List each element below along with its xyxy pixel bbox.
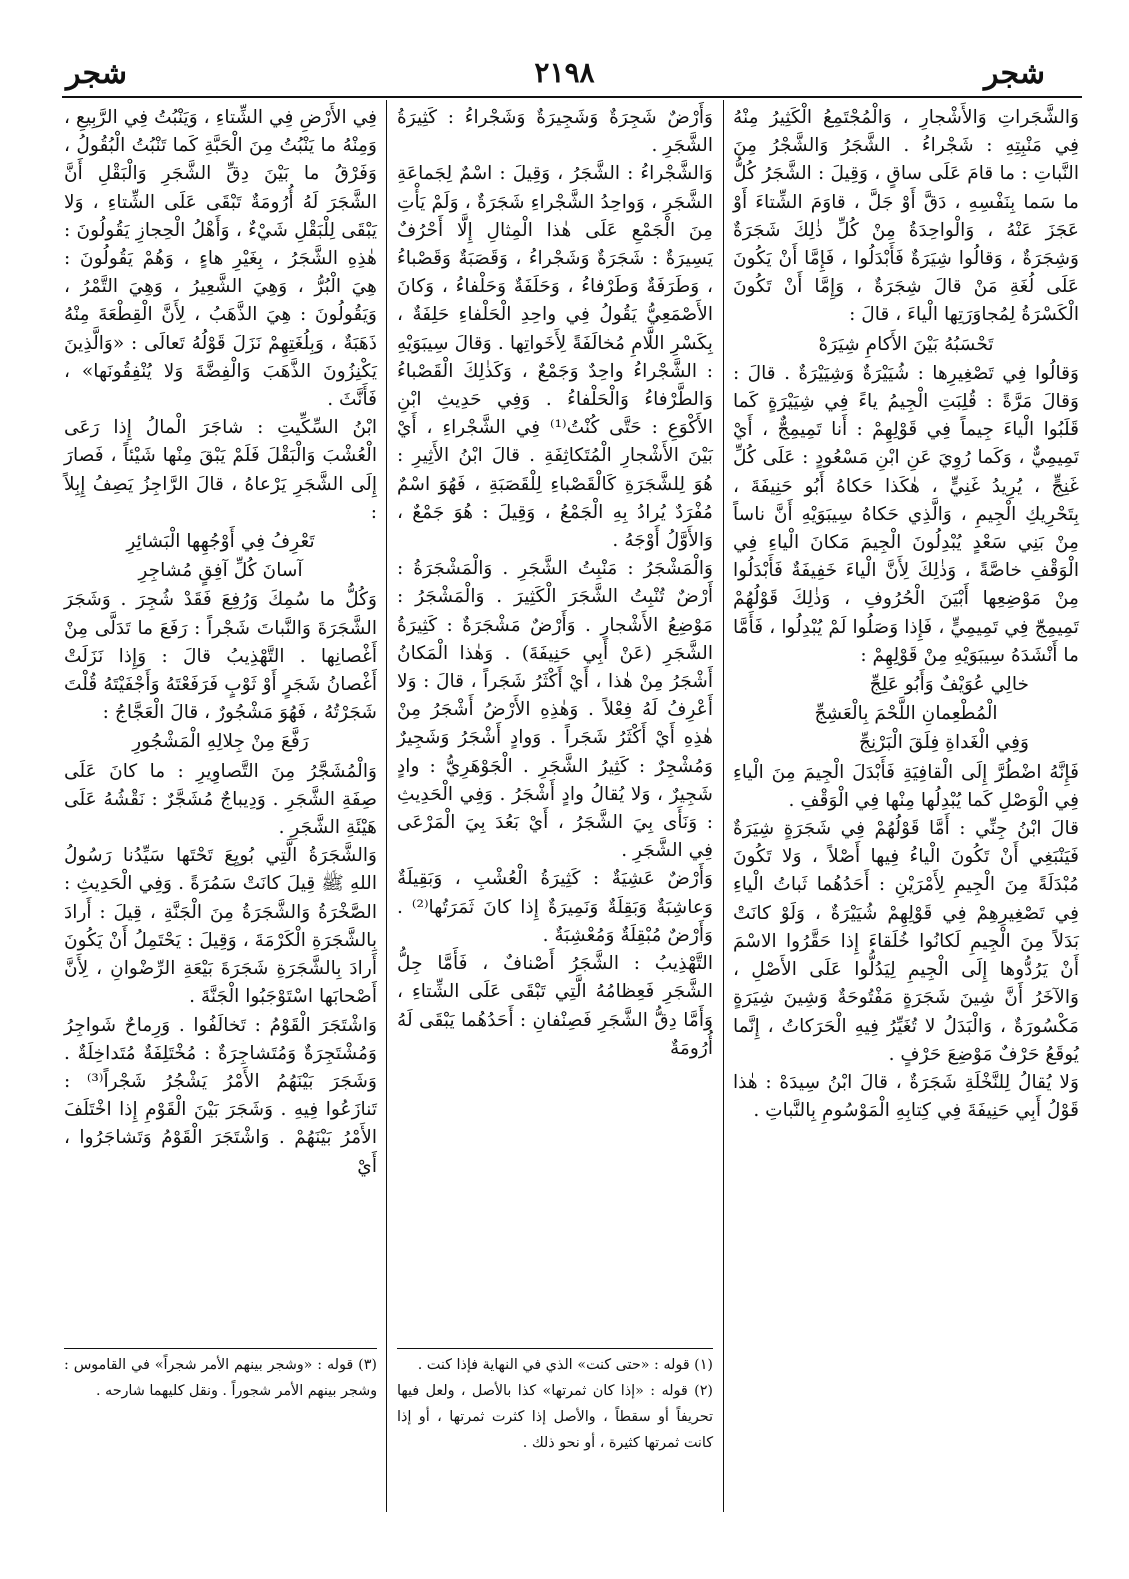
paragraph: وَكُلُّ ما سُمِكَ وَرُفِعَ فَقَدْ شُجِرَ . وَشَجَرَ الشَّجَرَةَ وَالنَّباتَ شَجْراً : رَفَعَ ما تَدَلَّى مِنْ أَغْصانِها . التَّهْذِيبُ قالَ : وَإِذا نَزَلَتْ أَغْصانُ شَجَرٍ أَوْ ثَوْبٍ فَرَفَعْتَهُ وَأَجْفَيْتَهُ قُلْتَ شَجَرْتُهُ ، فَهُوَ مَشْجُورٌ ، قالَ الْعَجَّاجُ : [64,589,377,724]
paragraph: وَاشْتَجَرَ الْقَوْمُ : تَخالَفُوا . وَرِماحٌ شَواجِرُ وَمُشْتَجِرَةٌ وَمُتَشاجِرَةٌ : مُخْتَلِفَةٌ مُتَداخِلَةٌ . وَشَجَرَ بَيْنَهُمُ الأَمْرُ يَشْجُرُ شَجْراً⁽³⁾ : تَنازَعُوا فِيهِ . وَشَجَرَ بَيْنَ الْقَوْمِ إِذا اخْتَلَفَ الأَمْرُ بَيْنَهُمْ . وَاشْتَجَرَ الْقَوْمُ وَتَشاجَرُوا ، أَيْ [64,1014,377,1177]
footnote: (٣) قوله : «وشجر بينهم الأمر شجراً» في القاموس : وشجر بينهم الأمر شجوراً . ونقل كليهما شارحه . [64,1357,377,1399]
footnote-separator-middle [397,1348,713,1349]
column-divider-right [723,100,724,1512]
paragraph: فِي الأَرْضِ فِي الشِّتاءِ ، وَيَنْبُتُ فِي الرَّبِيعِ ، وَمِنْهُ ما يَنْبُتُ مِنَ الْحَبَّةِ كَما تَنْبُتُ الْبُقُولُ ، وَفَرْقُ ما بَيْنَ دِقِّ الشَّجَرِ وَالْبَقْلِ أَنَّ الشَّجَرَ لَهُ أُرُومَةٌ تَبْقَى عَلَى الشِّتاءِ ، وَلا يَبْقَى لِلْبَقْلِ شَيْءٌ ، وَأَهْلُ الْحِجازِ يَقُولُونَ : هٰذِهِ الشَّجَرُ ، بِغَيْرِ هاءٍ ، وَهُمْ يَقُولُونَ : هِيَ الْبُرُّ ، وَهِيَ الشَّعِيرُ ، وَهِيَ التَّمْرُ ، وَيَقُولُونَ : هِيَ الذَّهَبُ ، لِأَنَّ الْقِطْعَةَ مِنْهُ ذَهَبَةٌ ، وَبِلُغَتِهِمْ نَزَلَ قَوْلُهُ تَعالَى : «وَالَّذِينَ يَكْنِزُونَ الذَّهَبَ وَالْفِضَّةَ وَلا يُنْفِقُونَها» ، فَأَنَّثَ . [64,107,377,411]
paragraph: وَلا يُقالُ لِلنَّخْلَةِ شَجَرَةٌ ، قالَ ابْنُ سِيدَهْ : هٰذا قَوْلُ أَبِي حَنِيفَةَ فِي كِتابِهِ الْمَوْسُومِ بِالنَّباتِ . [733,1071,1079,1122]
verse-line: رَفَّعَ مِنْ جِلالِهِ الْمَشْجُورِ [132,731,309,753]
footnote: (١) قوله : «حتى كنت» الذي في النهاية فإذا كنت . [417,1357,713,1373]
footnotes-middle [397,1352,713,1456]
paragraph: قالَ ابْنُ جِنِّي : أَمَّا قَوْلُهُمْ فِي شَجَرَةٍ شِيَرَةٌ فَيَنْبَغِي أَنْ تَكُونَ الْياءُ فِيها أَصْلاً ، وَلا تَكُونَ مُبْدَلَةً مِنَ الْجِيمِ لِأَمْرَيْنِ : أَحَدُهُما ثَباتُ الْياءِ فِي تَصْغِيرِهِمْ فِي قَوْلِهِمْ شُيَيْرَةٌ ، وَلَوْ كانَتْ بَدَلاً مِنَ الْجِيمِ لَكانُوا خُلَقاءَ إِذا حَقَّرُوا الاسْمَ أَنْ يَرُدُّوها إِلَى الْجِيمِ لِيَدُلُّوا عَلَى الأَصْلِ ، وَالآخَرُ أَنَّ شِينَ شَجَرَةٍ مَفْتُوحَةٌ وَشِينَ شِيَرَةٍ مَكْسُورَةٌ ، وَالْبَدَلُ لا تُغَيِّرُ فِيهِ الْحَرَكاتُ ، إِنَّما يُوقَعُ حَرْفٌ مَوْضِعَ حَرْفٍ . [733,818,1079,1065]
paragraph: وَقالُوا فِي تَصْغِيرِها : شُيَيْرَةٌ وَشِيَيْرَةٌ . قالَ : وَقالَ مَرَّةً : قُلِبَتِ الْجِيمُ ياءً فِي شِيَيْرَةٍ كَما قَلَبُوا الْياءَ جِيماً فِي قَوْلِهِمْ : أَنا تَمِيمِجٌّ ، أَيْ تَمِيمِيٌّ ، وَكَما رُوِيَ عَنِ ابْنِ مَسْعُودٍ : عَلَى كُلِّ غَنِجٍّ ، يُرِيدُ غَنِيٍّ ، هٰكَذا حَكاهُ أَبُو حَنِيفَةَ ، بِتَحْرِيكِ الْجِيمِ ، وَالَّذِي حَكاهُ سِيبَوَيْهِ أَنَّ ناساً مِنْ بَنِي سَعْدٍ يُبْدِلُونَ الْجِيمَ مَكانَ الْياءِ فِي الْوَقْفِ خاصَّةً ، وَذٰلِكَ لِأَنَّ الْياءَ خَفِيفَةٌ فَأَبْدَلُوا مِنْ مَوْضِعِها أَبْيَنَ الْحُرُوفِ ، وَذٰلِكَ قَوْلُهُمْ تَمِيمِجّ فِي تَمِيمِيٍّ ، فَإِذا وَصَلُوا لَمْ يُبْدِلُوا ، فَأَمَّا ما أَنْشَدَهُ سِيبَوَيْهِ مِنْ قَوْلِهِمْ : [733,362,1079,666]
paragraph: وَأَرْضٌ عَشِيَةٌ : كَثِيرَةُ الْعُشْبِ ، وَبَقِيلَةٌ وَعاشِبَةٌ وَبَقِلَةٌ وَنَمِيرَةٌ إِذا كانَ ثَمَرَتُها⁽²⁾ . وَأَرْضٌ مُبْقِلَةٌ وَمُعْشِبَةٌ . [397,868,713,946]
verse-line: خالِي عُوَيْفٌ وَأَبُو عَلِجِّ [869,674,1029,696]
verse-line: تَحْسَبُهُ بَيْنَ الأَكامِ شِيَرَهْ [818,333,994,355]
page-number: ٢١٩٨ [534,56,595,89]
column-divider-left [386,100,387,1512]
paragraph: وَالْمَشْجَرُ : مَنْبِتُ الشَّجَرِ . وَالْمَشْجَرَةُ : أَرْضٌ تُنْبِتُ الشَّجَرَ الْكَثِيرَ . وَالْمَشْجَرُ : مَوْضِعُ الأَشْجارِ . وَأَرْضٌ مَشْجَرَةٌ : كَثِيرَةُ الشَّجَرِ (عَنْ أَبِي حَنِيفَةَ) . وَهٰذا الْمَكانُ أَشْجَرُ مِنْ هٰذا ، أَيْ أَكْثَرُ شَجَراً ، قالَ : وَلا أَعْرِفُ لَهُ فِعْلاً . وَهٰذِهِ الأَرْضُ أَشْجَرُ مِنْ هٰذِهِ أَيْ أَكْثَرُ شَجَراً . وَوادٍ أَشْجَرُ وَشَجِيرٌ وَمُشْجِرٌ : كَثِيرُ الشَّجَرِ . الْجَوْهَرِيُّ : وادٍ شَجِيرٌ ، وَلا يُقالُ وادٍ أَشْجَرُ . وَفِي الْحَدِيثِ : وَنَأَى بِيَ الشَّجَرُ ، أَيْ بَعُدَ بِيَ الْمَرْعَى فِي الشَّجَرِ . [397,558,713,862]
column-middle [397,104,713,1063]
verse-line: الْمُطْعِمانِ اللَّحْمَ بِالْعَشِجِّ [814,703,998,725]
column-left [64,104,377,1181]
header-entry-word-left: شجر [66,56,128,91]
paragraph: فَإِنَّهُ اضْطُرَّ إِلَى الْقافِيَةِ فَأَبْدَلَ الْجِيمَ مِنَ الْياءِ فِي الْوَصْلِ كَما يُبْدِلُها مِنْها فِي الْوَقْفِ . [733,761,1079,811]
header-rule [62,96,1082,98]
verse-line: وَفِي الْغَداةِ فِلَقَ الْبَرْنِجِّ [859,732,1029,754]
paragraph: التَّهْذِيبُ : الشَّجَرُ أَصْنافٌ ، فَأَمَّا جِلُّ الشَّجَرِ فَعِظامُهُ الَّتِي تَبْقَى عَلَى الشِّتاءِ ، وَأَمَّا دِقُّ الشَّجَرِ فَصِنْفانِ : أَحَدُهُما يَبْقَى لَهُ أُرُومَةٌ [397,953,713,1059]
footnote: (٢) قوله : «إذا كان ثمرتها» كذا بالأصل ، ولعل فيها تحريفاً أو سقطاً ، والأصل إذا كثرت ثمرتها ، أو إذا كانت ثمرتها كثيرة ، أو نحو ذلك . [397,1383,713,1451]
paragraph: وَالشَّجَراتِ وَالأَشْجارِ ، وَالْمُجْتَمِعُ الْكَثِيرُ مِنْهُ فِي مَنْبِتِهِ : شَجْراءُ . الشَّجَرُ وَالشَّجْرُ مِنَ النَّباتِ : ما قامَ عَلَى ساقٍ ، وَقِيلَ : الشَّجَرُ كُلُّ ما سَما بِنَفْسِهِ ، دَقَّ أَوْ جَلَّ ، قاوَمَ الشِّتاءَ أَوْ عَجَزَ عَنْهُ ، وَالْواحِدَةُ مِنْ كُلِّ ذٰلِكَ شَجَرَةٌ وَشِجَرَةٌ ، وَقالُوا شِيَرَةٌ فَأَبْدَلُوا ، فَإِمَّا أَنْ يَكُونَ عَلَى لُغَةِ مَنْ قالَ شِجَرَةٌ ، وَإِمَّا أَنْ تَكُونَ الْكَسْرَةُ لِمُجاوَرَتِها الْياءَ ، قالَ : [733,107,1079,326]
paragraph: وَأَرْضٌ شَجِرَةٌ وَشَجِيرَةٌ وَشَجْراءُ : كَثِيرَةُ الشَّجَرِ . [397,107,713,157]
footnote-separator-left [64,1348,377,1349]
paragraph: وَالشَّجْراءُ : الشَّجَرُ ، وَقِيلَ : اسْمٌ لِجَماعَةِ الشَّجَرِ ، وَواحِدُ الشَّجْراءِ شَجَرَةٌ ، وَلَمْ يَأْتِ مِنَ الْجَمْعِ عَلَى هٰذا الْمِثالِ إِلَّا أَحْرُفٌ يَسِيرَةٌ : شَجَرَةٌ وَشَجْراءُ ، وَقَصَبَةٌ وَقَصْباءُ ، وَطَرَفَةٌ وَطَرْفاءُ ، وَحَلَفَةٌ وَحَلْفاءُ ، وَكانَ الأَصْمَعِيُّ يَقُولُ فِي واحِدِ الْحَلْفاءِ حَلِفَةٌ ، بِكَسْرِ اللَّامِ مُخالَفَةً لِأَخَواتِها . وَقالَ سِيبَوَيْهِ : الشَّجْراءُ واحِدٌ وَجَمْعٌ ، وَكَذٰلِكَ الْقَصْباءُ وَالطَّرْفاءُ وَالْحَلْفاءُ . وَفِي حَدِيثِ ابْنِ الأَكْوَعِ : حَتَّى كُنْتُ⁽¹⁾ فِي الشَّجْراءِ ، أَيْ بَيْنَ الأَشْجارِ الْمُتَكاثِفَةِ . قالَ ابْنُ الأَثِيرِ : هُوَ لِلشَّجَرَةِ كَالْقَصْباءِ لِلْقَصَبَةِ ، فَهُوَ اسْمٌ مُفْرَدٌ يُرادُ بِهِ الْجَمْعُ ، وَقِيلَ : هُوَ جَمْعٌ ، وَالأَوَّلُ أَوْجَهُ . [397,163,714,552]
paragraph: وَالْمُشَجَّرُ مِنَ التَّصاوِيرِ : ما كانَ عَلَى صِفَةِ الشَّجَرِ . وَدِيباجٌ مُشَجَّرٌ : نَقْشُهُ عَلَى هَيْئَةِ الشَّجَرِ . [64,760,377,839]
verse-line: تَعْرِفُ فِي أَوْجُهِها الْبَشائِرِ [126,531,315,553]
verse-line: آسانَ كُلِّ آفِقٍ مُشاجِرِ [138,560,303,582]
paragraph: ابْنُ السِّكِّيتِ : شاجَرَ الْمالُ إِذا رَعَى الْعُشْبَ وَالْبَقْلَ فَلَمْ يَبْقَ مِنْها شَيْئاً ، فَصارَ إِلَى الشَّجَرِ يَرْعاهُ ، قالَ الرَّاجِزُ يَصِفُ إِبِلاً : [64,417,377,523]
paragraph: وَالشَّجَرَةُ الَّتِي بُويِعَ تَحْتَها سَيِّدُنا رَسُولُ اللهِ ﷺ قِيلَ كانَتْ سَمُرَةً . وَفِي الْحَدِيثِ : الصَّخْرَةُ وَالشَّجَرَةُ مِنَ الْجَنَّةِ ، قِيلَ : أَرادَ بِالشَّجَرَةِ الْكَرْمَةَ ، وَقِيلَ : يَحْتَمِلُ أَنْ يَكُونَ أَرادَ بِالشَّجَرَةِ شَجَرَةَ بَيْعَةِ الرِّضْوانِ ، لِأَنَّ أَصْحابَها اسْتَوْجَبُوا الْجَنَّةَ . [64,845,377,1008]
header-entry-word-right: شجر [983,56,1045,91]
column-right [733,104,1079,1125]
footnotes-left [64,1352,377,1404]
